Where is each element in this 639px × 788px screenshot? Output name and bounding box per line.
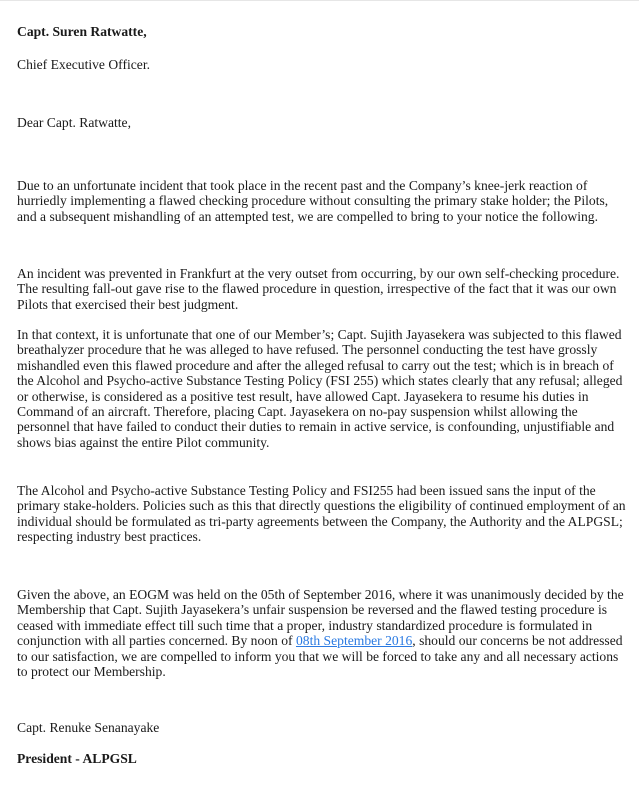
signatory-name: Capt. Renuke Senanayake [17,720,160,735]
recipient-name: Capt. Suren Ratwatte, [17,24,147,39]
eogm-text-before: Given the above, an EOGM was held on the 05th of September 2016, where it was unanimously decided by the Membership that Capt. Sujith Jayasekera’s unfair suspension be reversed and the flawed testing procedure is ceased with immediate effect till such time that a proper, industry standardized procedure is formulated in conjunction with all parties concerned. By noon of [17,587,624,649]
date-link[interactable]: 08th September 2016 [295,633,413,649]
top-border [0,0,639,1]
signatory-title: President - ALPGSL [17,751,137,766]
paragraph-eogm [17,587,629,679]
paragraph-policy: The Alcohol and Psycho-active Substance Testing Policy and FSI255 had been issued sans the input of the primary stake-holders. Policies such as this that directly questions the eligibility of continued employment of an individual should be formulated as tri-party agreements between the Company, the Authority and the ALPGSL; respecting industry best practices. [17,483,626,545]
paragraph-intro: Due to an unfortunate incident that took place in the recent past and the Company’s knee-jerk reaction of hurriedly implementing a flawed checking procedure without consulting the primary stake holder; the Pilots, and a subsequent mishandling of an attempted test, we are compelled to bring to your notice the following. [17,178,609,224]
paragraph-frankfurt: An incident was prevented in Frankfurt at the very outset from occurring, by our own self-checking procedure. The resulting fall-out gave rise to the flawed procedure in question, irrespective of the fact that it was our own Pilots that exercised their best judgment. [17,266,620,312]
eogm-text-after: , should our concerns be not addressed to our satisfaction, we are compelled to inform you that we will be forced to take any and all necessary actions to protect our Membership. [17,633,623,680]
paragraph-context: In that context, it is unfortunate that one of our Member’s; Capt. Sujith Jayasekera was subjected to this flawed breathalyzer procedure that he was alleged to have refused. The personnel conducting the test have grossly mishandled even this flawed procedure and after the alleged refusal to carry out the test; which is in breach of the Alcohol and Psycho-active Substance Testing Policy (FSI 255) which states clearly that any refusal; alleged or otherwise, is considered as a positive test result, have allowed Capt. Jayasekera to resume his duties in Command of an aircraft. Therefore, placing Capt. Jayasekera on no-pay suspension whilst allowing the personnel that have failed to conduct their duties to remain in active service, is confounding, unjustifiable and shows bias against the entire Pilot community. [17,327,623,450]
recipient-title: Chief Executive Officer. [17,57,150,72]
salutation: Dear Capt. Ratwatte, [17,115,131,130]
